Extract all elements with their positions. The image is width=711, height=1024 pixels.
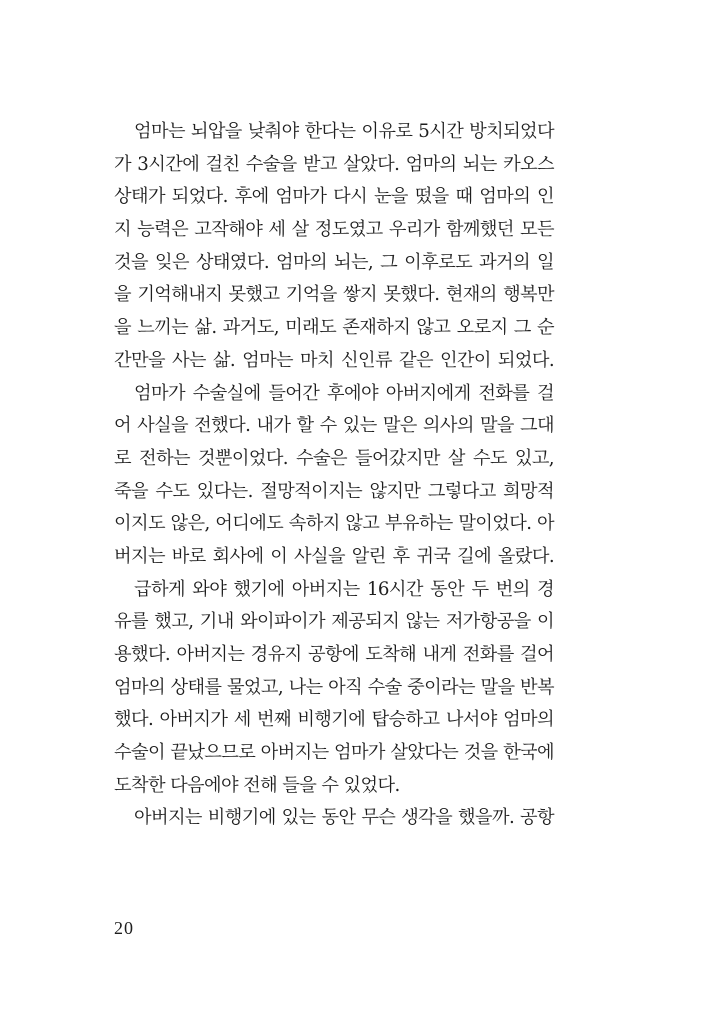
text-line: 지 능력은 고작해야 세 살 정도였고 우리가 함께했던 모든: [114, 219, 554, 241]
text-line: 엄마의 상태를 물었고, 나는 아직 수술 중이라는 말을 반복: [114, 676, 554, 698]
text-line: 용했다. 아버지는 경유지 공항에 도착해 내게 전화를 걸어: [114, 644, 554, 665]
text-line: 것을 잊은 상태였다. 엄마의 뇌는, 그 이후로도 과거의 일: [114, 251, 554, 273]
text-line: 로 전하는 것뿐이었다. 수술은 들어갔지만 살 수도 있고,: [114, 447, 554, 469]
text-line: 을 기억해내지 못했고 기억을 쌓지 못했다. 현재의 행복만: [114, 284, 554, 306]
page-number: 20: [114, 918, 134, 938]
text-line: 했다. 아버지가 세 번째 비행기에 탑승하고 나서야 엄마의: [114, 709, 554, 731]
text-line: 아버지는 비행기에 있는 동안 무슨 생각을 했을까. 공항: [134, 807, 554, 829]
text-line: 버지는 바로 회사에 이 사실을 알린 후 귀국 길에 올랐다.: [114, 545, 554, 567]
text-line: 엄마는 뇌압을 낮춰야 한다는 이유로 5시간 방치되었다: [134, 121, 554, 142]
text-line: 을 느끼는 삶. 과거도, 미래도 존재하지 않고 오로지 그 순: [114, 317, 554, 339]
text-line: 가 3시간에 걸친 수술을 받고 살았다. 엄마의 뇌는 카오스: [114, 153, 554, 175]
text-line: 수술이 끝났으므로 아버지는 엄마가 살았다는 것을 한국에: [114, 742, 554, 764]
body-text: [114, 116, 554, 835]
text-line: 도착한 다음에야 전해 들을 수 있었다.: [114, 774, 400, 796]
text-line: 죽을 수도 있다는. 절망적이지는 않지만 그렇다고 희망적: [114, 480, 554, 502]
text-line: 상태가 되었다. 후에 엄마가 다시 눈을 떴을 때 엄마의 인: [114, 186, 554, 208]
text-line: 급하게 와야 했기에 아버지는 16시간 동안 두 번의 경: [134, 578, 554, 600]
text-line: 이지도 않은, 어디에도 속하지 않고 부유하는 말이었다. 아: [114, 513, 554, 535]
text-line: 유를 했고, 기내 와이파이가 제공되지 않는 저가항공을 이: [114, 611, 554, 633]
text-line: 어 사실을 전했다. 내가 할 수 있는 말은 의사의 말을 그대: [114, 415, 554, 437]
text-line: 간만을 사는 삶. 엄마는 마치 신인류 같은 인간이 되었다.: [114, 349, 554, 371]
text-line: 엄마가 수술실에 들어간 후에야 아버지에게 전화를 걸: [134, 382, 554, 404]
